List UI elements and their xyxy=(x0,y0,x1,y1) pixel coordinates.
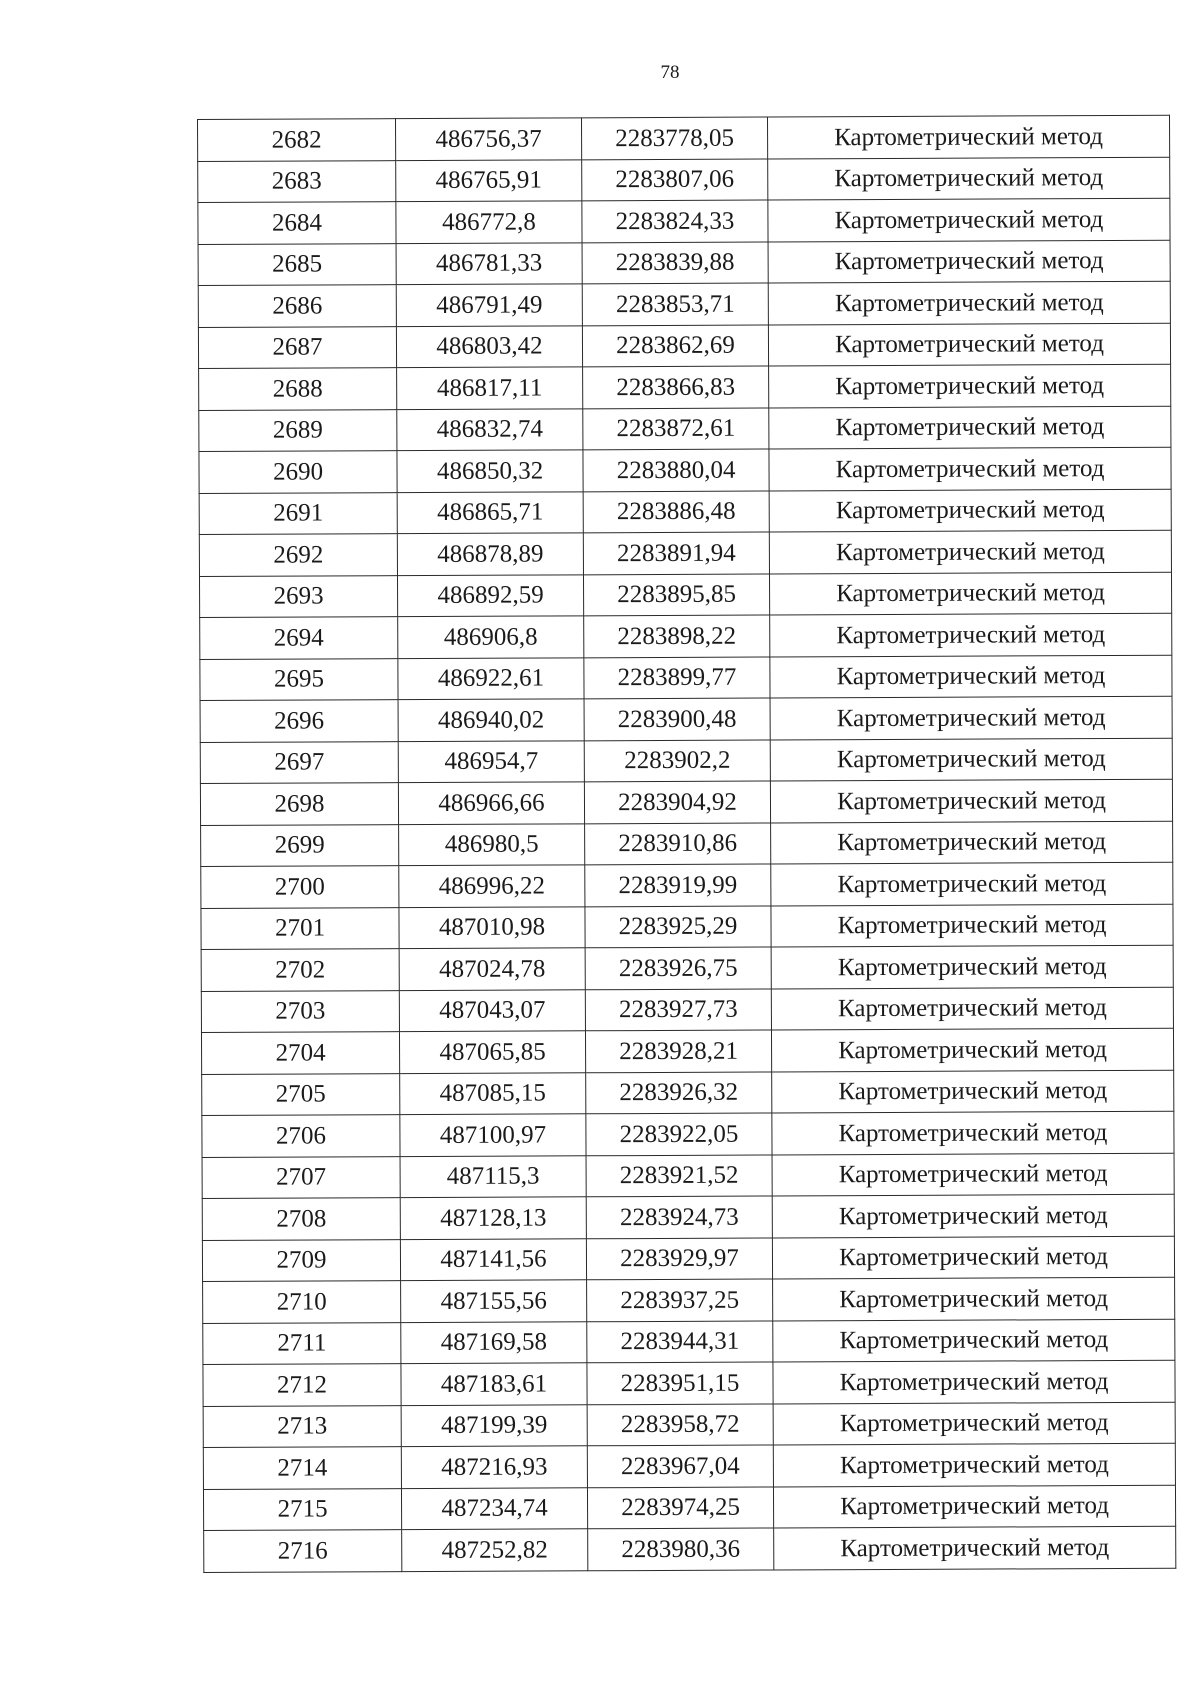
point-number-cell: 2709 xyxy=(202,1239,400,1281)
table-row xyxy=(199,530,1171,576)
table-row xyxy=(202,1111,1174,1157)
method-cell: Картометрический метод xyxy=(773,1360,1175,1403)
method-cell: Картометрический метод xyxy=(768,240,1170,283)
x-coordinate-cell: 486996,22 xyxy=(399,865,585,907)
method-cell: Картометрический метод xyxy=(773,1319,1175,1362)
point-number-cell: 2686 xyxy=(198,285,396,327)
point-number-cell: 2712 xyxy=(203,1364,401,1406)
y-coordinate-cell: 2283872,61 xyxy=(583,408,769,450)
table-row xyxy=(200,655,1172,701)
point-number-cell: 2711 xyxy=(203,1322,401,1364)
point-number-cell: 2689 xyxy=(199,409,397,451)
point-number-cell: 2690 xyxy=(199,451,397,493)
y-coordinate-cell: 2283910,86 xyxy=(585,823,771,865)
y-coordinate-cell: 2283944,31 xyxy=(587,1320,773,1362)
method-cell: Картометрический метод xyxy=(771,987,1173,1030)
x-coordinate-cell: 487216,93 xyxy=(401,1446,587,1488)
point-number-cell: 2684 xyxy=(198,202,396,244)
x-coordinate-cell: 486906,8 xyxy=(398,616,584,658)
point-number-cell: 2694 xyxy=(200,617,398,659)
method-cell: Картометрический метод xyxy=(769,489,1171,532)
x-coordinate-cell: 486765,91 xyxy=(396,159,582,201)
y-coordinate-cell: 2283974,25 xyxy=(587,1486,773,1528)
x-coordinate-cell: 486966,66 xyxy=(398,782,584,824)
x-coordinate-cell: 487141,56 xyxy=(400,1238,586,1280)
table-row xyxy=(200,613,1172,659)
y-coordinate-cell: 2283925,29 xyxy=(585,906,771,948)
method-cell: Картометрический метод xyxy=(772,1111,1174,1154)
method-cell: Картометрический метод xyxy=(771,904,1173,947)
method-cell: Картометрический метод xyxy=(772,1070,1174,1113)
x-coordinate-cell: 486817,11 xyxy=(397,367,583,409)
method-cell: Картометрический метод xyxy=(771,945,1173,988)
method-cell: Картометрический метод xyxy=(770,779,1172,822)
x-coordinate-cell: 487169,58 xyxy=(401,1321,587,1363)
x-coordinate-cell: 486791,49 xyxy=(396,284,582,326)
table-row xyxy=(202,1236,1174,1282)
table-row xyxy=(199,572,1171,618)
x-coordinate-cell: 487234,74 xyxy=(401,1487,587,1529)
point-number-cell: 2697 xyxy=(200,741,398,783)
table-row xyxy=(200,696,1172,742)
y-coordinate-cell: 2283899,77 xyxy=(584,657,770,699)
table-row xyxy=(198,281,1170,327)
table-row xyxy=(201,904,1173,950)
y-coordinate-cell: 2283895,85 xyxy=(583,574,769,616)
x-coordinate-cell: 486756,37 xyxy=(396,118,582,160)
y-coordinate-cell: 2283853,71 xyxy=(582,283,768,325)
y-coordinate-cell: 2283967,04 xyxy=(587,1445,773,1487)
table-row xyxy=(201,862,1173,908)
method-cell: Картометрический метод xyxy=(768,157,1170,200)
method-cell: Картометрический метод xyxy=(773,1443,1175,1486)
x-coordinate-cell: 487252,82 xyxy=(402,1529,588,1571)
page-number: 78 xyxy=(660,62,680,83)
x-coordinate-cell: 486980,5 xyxy=(399,823,585,865)
point-number-cell: 2688 xyxy=(199,368,397,410)
y-coordinate-cell: 2283880,04 xyxy=(583,449,769,491)
x-coordinate-cell: 487128,13 xyxy=(400,1197,586,1239)
point-number-cell: 2714 xyxy=(203,1447,401,1489)
method-cell: Картометрический метод xyxy=(769,572,1171,615)
point-number-cell: 2682 xyxy=(198,119,396,161)
method-cell: Картометрический метод xyxy=(773,1485,1175,1528)
table-row xyxy=(200,779,1172,825)
point-number-cell: 2702 xyxy=(201,949,399,991)
table-row xyxy=(202,1070,1174,1116)
method-cell: Картометрический метод xyxy=(772,1153,1174,1196)
x-coordinate-cell: 487010,98 xyxy=(399,906,585,948)
table-row xyxy=(201,1028,1173,1074)
method-cell: Картометрический метод xyxy=(771,1028,1173,1071)
point-number-cell: 2685 xyxy=(198,243,396,285)
y-coordinate-cell: 2283937,25 xyxy=(587,1279,773,1321)
table-row xyxy=(201,987,1173,1033)
x-coordinate-cell: 487100,97 xyxy=(400,1114,586,1156)
table-row xyxy=(203,1360,1175,1406)
x-coordinate-cell: 486922,61 xyxy=(398,657,584,699)
y-coordinate-cell: 2283928,21 xyxy=(585,1030,771,1072)
point-number-cell: 2707 xyxy=(202,1156,400,1198)
x-coordinate-cell: 487043,07 xyxy=(399,989,585,1031)
y-coordinate-cell: 2283927,73 xyxy=(585,989,771,1031)
x-coordinate-cell: 486772,8 xyxy=(396,201,582,243)
table-row xyxy=(204,1526,1176,1572)
x-coordinate-cell: 486781,33 xyxy=(396,242,582,284)
x-coordinate-cell: 486803,42 xyxy=(396,325,582,367)
method-cell: Картометрический метод xyxy=(772,1236,1174,1279)
method-cell: Картометрический метод xyxy=(769,364,1171,407)
y-coordinate-cell: 2283900,48 xyxy=(584,698,770,740)
point-number-cell: 2693 xyxy=(199,575,397,617)
coordinates-table-body xyxy=(198,115,1176,1572)
method-cell: Картометрический метод xyxy=(769,447,1171,490)
y-coordinate-cell: 2283904,92 xyxy=(584,781,770,823)
point-number-cell: 2699 xyxy=(201,824,399,866)
y-coordinate-cell: 2283922,05 xyxy=(586,1113,772,1155)
table-row xyxy=(199,489,1171,535)
table-row xyxy=(199,364,1171,410)
point-number-cell: 2710 xyxy=(203,1281,401,1323)
y-coordinate-cell: 2283824,33 xyxy=(582,200,768,242)
table-row xyxy=(198,198,1170,244)
x-coordinate-cell: 486878,89 xyxy=(397,533,583,575)
x-coordinate-cell: 486832,74 xyxy=(397,408,583,450)
method-cell: Картометрический метод xyxy=(770,738,1172,781)
x-coordinate-cell: 486954,7 xyxy=(398,740,584,782)
method-cell: Картометрический метод xyxy=(774,1526,1176,1569)
point-number-cell: 2708 xyxy=(202,1198,400,1240)
x-coordinate-cell: 486892,59 xyxy=(397,574,583,616)
method-cell: Картометрический метод xyxy=(773,1402,1175,1445)
point-number-cell: 2705 xyxy=(202,1073,400,1115)
page-number-container xyxy=(0,62,1200,84)
table-row xyxy=(199,406,1171,452)
method-cell: Картометрический метод xyxy=(768,281,1170,324)
y-coordinate-cell: 2283929,97 xyxy=(586,1238,772,1280)
method-cell: Картометрический метод xyxy=(772,1194,1174,1237)
y-coordinate-cell: 2283921,52 xyxy=(586,1155,772,1197)
point-number-cell: 2695 xyxy=(200,658,398,700)
point-number-cell: 2692 xyxy=(199,534,397,576)
point-number-cell: 2716 xyxy=(204,1530,402,1572)
method-cell: Картометрический метод xyxy=(773,1277,1175,1320)
point-number-cell: 2704 xyxy=(201,1032,399,1074)
table-row xyxy=(203,1277,1175,1323)
y-coordinate-cell: 2283862,69 xyxy=(582,325,768,367)
y-coordinate-cell: 2283924,73 xyxy=(586,1196,772,1238)
method-cell: Картометрический метод xyxy=(770,613,1172,656)
point-number-cell: 2691 xyxy=(199,492,397,534)
y-coordinate-cell: 2283886,48 xyxy=(583,491,769,533)
point-number-cell: 2698 xyxy=(200,783,398,825)
x-coordinate-cell: 486940,02 xyxy=(398,699,584,741)
method-cell: Картометрический метод xyxy=(769,530,1171,573)
point-number-cell: 2715 xyxy=(203,1488,401,1530)
coordinates-table xyxy=(197,115,1176,1573)
x-coordinate-cell: 487199,39 xyxy=(401,1404,587,1446)
y-coordinate-cell: 2283898,22 xyxy=(584,615,770,657)
table-row xyxy=(198,115,1170,161)
y-coordinate-cell: 2283902,2 xyxy=(584,740,770,782)
table-row xyxy=(198,323,1170,369)
y-coordinate-cell: 2283926,32 xyxy=(586,1072,772,1114)
x-coordinate-cell: 486850,32 xyxy=(397,450,583,492)
method-cell: Картометрический метод xyxy=(768,323,1170,366)
method-cell: Картометрический метод xyxy=(767,115,1169,158)
method-cell: Картометрический метод xyxy=(770,696,1172,739)
y-coordinate-cell: 2283980,36 xyxy=(588,1528,774,1570)
y-coordinate-cell: 2283778,05 xyxy=(581,117,767,159)
y-coordinate-cell: 2283919,99 xyxy=(585,864,771,906)
point-number-cell: 2713 xyxy=(203,1405,401,1447)
y-coordinate-cell: 2283866,83 xyxy=(583,366,769,408)
point-number-cell: 2687 xyxy=(198,326,396,368)
table-row xyxy=(200,738,1172,784)
x-coordinate-cell: 487155,56 xyxy=(401,1280,587,1322)
table-row xyxy=(203,1443,1175,1489)
method-cell: Картометрический метод xyxy=(770,655,1172,698)
point-number-cell: 2701 xyxy=(201,907,399,949)
point-number-cell: 2700 xyxy=(201,866,399,908)
table-row xyxy=(201,945,1173,991)
table-row xyxy=(203,1319,1175,1365)
y-coordinate-cell: 2283839,88 xyxy=(582,242,768,284)
x-coordinate-cell: 487115,3 xyxy=(400,1155,586,1197)
x-coordinate-cell: 487183,61 xyxy=(401,1363,587,1405)
x-coordinate-cell: 486865,71 xyxy=(397,491,583,533)
table-row xyxy=(203,1485,1175,1531)
table-row xyxy=(199,447,1171,493)
y-coordinate-cell: 2283891,94 xyxy=(583,532,769,574)
table-row xyxy=(201,821,1173,867)
method-cell: Картометрический метод xyxy=(768,198,1170,241)
table-row xyxy=(198,157,1170,203)
point-number-cell: 2706 xyxy=(202,1115,400,1157)
method-cell: Картометрический метод xyxy=(771,862,1173,905)
y-coordinate-cell: 2283951,15 xyxy=(587,1362,773,1404)
point-number-cell: 2696 xyxy=(200,700,398,742)
table-row xyxy=(198,240,1170,286)
point-number-cell: 2683 xyxy=(198,160,396,202)
point-number-cell: 2703 xyxy=(201,990,399,1032)
y-coordinate-cell: 2283807,06 xyxy=(582,159,768,201)
x-coordinate-cell: 487024,78 xyxy=(399,948,585,990)
table-row xyxy=(202,1194,1174,1240)
y-coordinate-cell: 2283958,72 xyxy=(587,1403,773,1445)
y-coordinate-cell: 2283926,75 xyxy=(585,947,771,989)
x-coordinate-cell: 487085,15 xyxy=(400,1072,586,1114)
table-row xyxy=(202,1153,1174,1199)
table-row xyxy=(203,1402,1175,1448)
method-cell: Картометрический метод xyxy=(771,821,1173,864)
x-coordinate-cell: 487065,85 xyxy=(399,1031,585,1073)
method-cell: Картометрический метод xyxy=(769,406,1171,449)
